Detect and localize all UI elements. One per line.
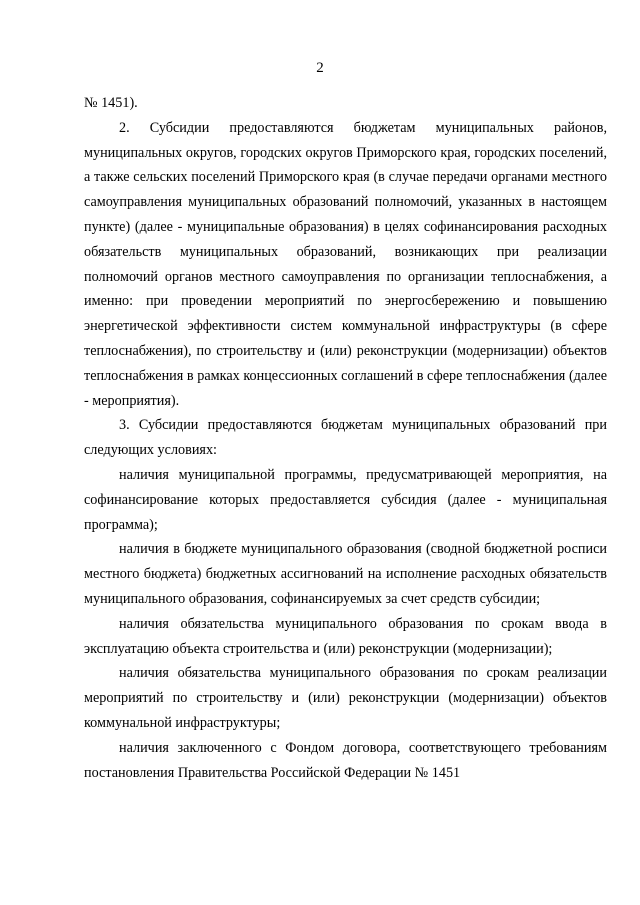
page-number: 2 xyxy=(316,60,324,76)
paragraph-condition-implementation: наличия обязательства муниципального образования по срокам реализации мероприятий по строительству и (или) реконструкции (модернизации) объектов коммунальной инфраструктуры; xyxy=(84,665,607,731)
paragraph-condition-budget: наличия в бюджете муниципального образования (сводной бюджетной росписи местного бюджета) бюджетных ассигнований на исполнение расходных обязательств муниципального образования, софинансируемых за счет средств субсидии; xyxy=(84,541,607,607)
paragraph-continuation: № 1451). xyxy=(84,95,138,111)
document-body xyxy=(84,91,607,785)
paragraph-clause-2: 2. Субсидии предоставляются бюджетам муниципальных районов, муниципальных округов, городских округов Приморского края, городских поселений, а также сельских поселений Приморского края (в случае передачи органами местного самоуправления муниципальных образований полномочий, указанных в настоящем пункте) (далее - муниципальные образования) в целях софинансирования расходных обязательств муниципальных образований, возникающих при реализации полномочий органов местного самоуправления по организации теплоснабжения, а именно: при проведении мероприятий по энергосбережению и повышению энергетической эффективности систем коммунальной инфраструктуры (в сфере теплоснабжения), по строительству и (или) реконструкции (модернизации) объектов теплоснабжения в рамках концессионных соглашений в сфере теплоснабжения (далее - мероприятия). xyxy=(84,119,607,409)
paragraph-clause-3: 3. Субсидии предоставляются бюджетам муниципальных образований при следующих условиях: xyxy=(84,417,607,459)
paragraph-condition-agreement: наличия заключенного с Фондом договора, соответствующего требованиям постановления Правительства Российской Федерации № 1451 xyxy=(84,739,607,781)
paragraph-condition-program: наличия муниципальной программы, предусматривающей мероприятия, на софинансирование которых предоставляется субсидия (далее - муниципальная программа); xyxy=(84,466,607,533)
paragraph-condition-commissioning: наличия обязательства муниципального образования по срокам ввода в эксплуатацию объекта строительства и (или) реконструкции (модернизации); xyxy=(84,615,607,657)
